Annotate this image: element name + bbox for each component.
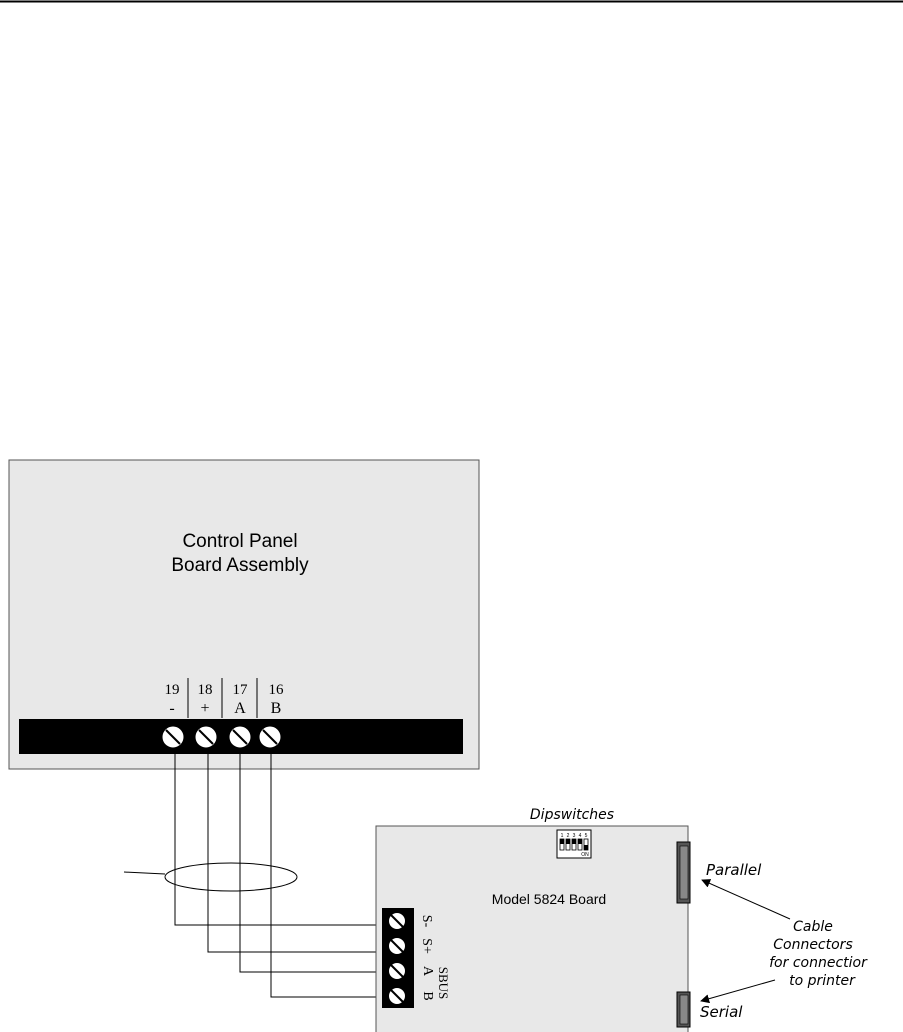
screw-a xyxy=(388,962,406,980)
control-panel-board xyxy=(9,460,479,769)
terminal-label-a: A xyxy=(420,965,435,977)
wire-19-to-s-minus xyxy=(175,748,382,925)
terminal-label-s-minus: S- xyxy=(419,914,434,928)
screw-terminal-16 xyxy=(259,726,282,749)
control-panel-title-line1: Control Panel xyxy=(182,531,298,552)
dipswitch-block xyxy=(557,830,591,858)
arrow-to-serial xyxy=(701,980,775,1001)
dip-number-2: 2 xyxy=(566,833,570,839)
dip-on-label: ON xyxy=(581,852,589,858)
screw-s-minus xyxy=(388,912,406,930)
serial-connector xyxy=(677,992,690,1027)
screw-terminal-17 xyxy=(229,726,252,749)
cable-note-line2: Connectors xyxy=(773,937,853,953)
cable-bundle-ellipse xyxy=(165,863,297,891)
dip-number-4: 4 xyxy=(578,833,582,839)
terminal-number-17: 17 xyxy=(232,682,248,698)
serial-label: Serial xyxy=(700,1003,743,1021)
dip-number-3: 3 xyxy=(572,833,576,839)
screw-s-plus xyxy=(388,937,406,955)
wire-18-to-s-plus xyxy=(208,748,382,952)
screw-terminal-18 xyxy=(195,726,218,749)
terminal-label-plus: + xyxy=(200,700,210,717)
terminal-number-16: 16 xyxy=(268,682,284,698)
wire-17-to-a xyxy=(240,748,382,972)
terminal-label-b: B xyxy=(420,991,435,1001)
terminal-label-s-plus: S+ xyxy=(419,938,434,954)
terminal-label-b: B xyxy=(270,700,282,717)
screw-b xyxy=(388,987,406,1005)
cable-note-line1: Cable xyxy=(793,919,833,935)
arrow-to-parallel xyxy=(702,880,790,919)
screw-terminal-19 xyxy=(162,726,185,749)
wire-16-to-b xyxy=(271,748,382,997)
cable-note-line3: for connectior xyxy=(769,955,867,971)
terminal-number-19: 19 xyxy=(164,682,180,698)
cable-note-line4: to printer xyxy=(789,973,855,989)
terminal-label-a: A xyxy=(234,700,246,717)
dipswitches-label: Dipswitches xyxy=(529,807,615,823)
terminal-number-18: 18 xyxy=(197,682,213,698)
parallel-connector xyxy=(677,842,690,903)
wiring xyxy=(175,748,382,997)
terminal-label-minus: - xyxy=(169,700,175,717)
model-5824-board xyxy=(376,807,690,1032)
model-5824-outline xyxy=(376,826,688,1032)
terminal-label-sbus: SBUS xyxy=(436,966,451,1000)
parallel-label: Parallel xyxy=(706,861,762,879)
model-5824-title: Model 5824 Board xyxy=(491,891,607,907)
dip-number-5: 5 xyxy=(584,833,588,839)
dip-number-1: 1 xyxy=(560,833,564,839)
control-panel-title-line2: Board Assembly xyxy=(171,555,309,576)
cable-bundle-leader xyxy=(124,872,165,874)
